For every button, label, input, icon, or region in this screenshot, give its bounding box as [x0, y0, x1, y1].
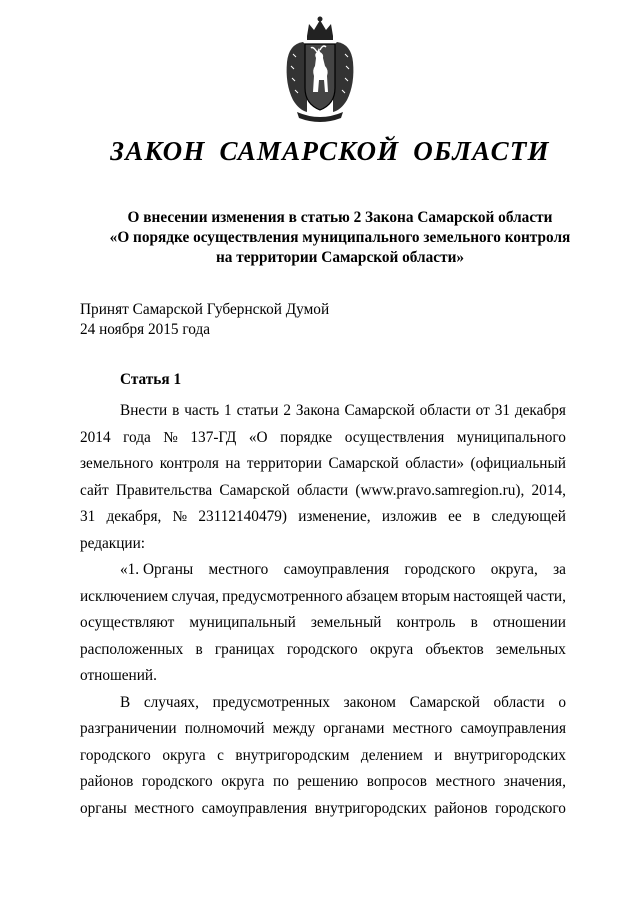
article-word: контроль: [396, 614, 456, 631]
article-word: от: [475, 402, 490, 419]
article-text-line: [80, 796, 566, 823]
article-word: расположенных: [80, 640, 184, 658]
article-word: №: [163, 428, 178, 446]
article-word: части,: [525, 587, 566, 605]
article-word: 31: [80, 508, 96, 525]
article-word: Внести: [120, 402, 168, 419]
article-word: объектов: [425, 640, 484, 658]
article-word: в: [470, 614, 478, 631]
article-text-line: [80, 743, 566, 770]
article-word: Самарской: [328, 455, 399, 472]
article-word: (официальный: [470, 455, 566, 472]
article-word: районов: [80, 773, 134, 790]
article-word: округа,: [490, 561, 538, 578]
article-word: местного: [435, 773, 496, 790]
article-text-line: [80, 504, 566, 531]
article-text-line: [80, 398, 566, 425]
article-word: внутригородских: [453, 746, 566, 764]
article-word: самоуправления: [460, 720, 566, 737]
article-word: границах: [214, 640, 275, 658]
article-word: по: [273, 773, 289, 790]
article-word: контроля: [159, 455, 219, 472]
article-word: исключением: [80, 587, 169, 605]
article-word: городского: [404, 561, 476, 578]
article-word: между: [272, 720, 316, 737]
article-word: осуществления: [344, 428, 445, 446]
article-text-line: [80, 610, 566, 637]
article-word: с: [217, 746, 224, 764]
article-word: внутригородских: [314, 799, 427, 817]
article-heading: Статья 1: [120, 371, 182, 388]
article-word: области: [296, 481, 349, 499]
subject-line: на территории Самарской области»: [215, 249, 465, 266]
article-word: земельный: [310, 614, 382, 631]
article-word: в: [195, 640, 203, 658]
article-word: Правительства: [115, 481, 213, 499]
article-word: осуществляют: [80, 614, 175, 631]
article-word: статьи: [236, 402, 279, 419]
article-word: настоящей: [453, 587, 523, 605]
article-word: местного: [392, 720, 453, 737]
article-word: абзацем: [346, 587, 399, 605]
article-word: Самарской: [409, 693, 480, 711]
article-word: муниципального: [456, 428, 566, 446]
law-title: ЗАКОН САМАРСКОЙ ОБЛАСТИ: [110, 136, 550, 166]
article-word: органы: [80, 799, 127, 817]
article-word: часть: [184, 402, 220, 419]
adoption-body: Принят Самарской Губернской Думой: [80, 301, 330, 318]
article-word: земельного: [80, 455, 154, 472]
article-text-line: [80, 531, 566, 558]
article-word: Самарской: [344, 402, 415, 419]
article-word: редакции:: [80, 534, 146, 552]
article-text-line: [80, 637, 566, 664]
article-word: вторым: [401, 587, 451, 605]
article-word: сайт: [80, 481, 109, 499]
article-word: порядке: [280, 428, 333, 446]
subject-line: О внесении изменения в статью 2 Закона Самарской области: [127, 209, 553, 226]
article-text-line: [80, 769, 566, 796]
article-text-line: [80, 557, 566, 584]
article-word: городского: [286, 640, 358, 658]
article-word: случая,: [171, 587, 219, 605]
article-word: 2014: [80, 428, 111, 446]
article-word: органами: [323, 720, 385, 737]
article-word: вопросов: [366, 773, 428, 790]
article-word: декабря: [514, 402, 566, 419]
article-word: области»: [405, 455, 465, 472]
article-word: самоуправления: [283, 561, 390, 578]
article-text-line: [80, 584, 566, 611]
article-text-line: [80, 425, 566, 452]
article-word: округа: [369, 640, 414, 658]
article-word: изменение,: [298, 508, 371, 525]
law-subject: [40, 208, 640, 268]
article-word: отношении: [492, 614, 566, 631]
article-word: предусмотренных: [212, 693, 330, 711]
article-word: В: [120, 693, 131, 711]
samara-coat-of-arms-emblem: [283, 14, 357, 122]
adoption-info: [80, 300, 329, 340]
article-word: 1: [224, 402, 232, 419]
article-word: Закона: [295, 402, 340, 419]
article-word: области: [419, 402, 471, 419]
article-word: 2: [283, 402, 291, 419]
article-word: округа: [221, 773, 265, 790]
article-word: в: [172, 402, 180, 419]
article-word: следующей: [491, 508, 566, 525]
article-word: 137-ГД: [190, 428, 237, 446]
article-word: городского: [80, 746, 151, 764]
article-word: земельных: [495, 640, 566, 658]
article-word: в: [472, 508, 481, 525]
article-text-line: [80, 663, 566, 690]
article-word: области: [493, 693, 545, 711]
article-word: года: [123, 428, 151, 446]
article-word: ее: [448, 508, 462, 525]
article-word: значения,: [503, 773, 566, 790]
article-word: самоуправления: [201, 799, 308, 817]
article-word: городского: [141, 773, 213, 790]
article-word: решению: [297, 773, 359, 790]
article-word: полномочий: [184, 720, 265, 737]
article-word: 31: [494, 402, 510, 419]
article-word: делением: [360, 746, 423, 764]
article-body: [80, 398, 566, 822]
article-word: территории: [246, 455, 322, 472]
article-word: 2014,: [531, 481, 566, 499]
article-word: городского: [495, 799, 566, 817]
article-word: внутригородским: [235, 746, 350, 764]
article-text-line: [80, 451, 566, 478]
article-word: о: [558, 693, 566, 711]
subject-line: «О порядке осуществления муниципального земельного контроля: [109, 229, 571, 246]
article-word: отношений.: [80, 667, 157, 684]
article-text-line: [80, 478, 566, 505]
article-word: разграничении: [80, 720, 177, 737]
article-word: законом: [343, 693, 396, 711]
article-word: №: [172, 508, 188, 525]
article-word: местного: [134, 799, 195, 817]
article-word: на: [225, 455, 241, 472]
article-word: «О: [248, 428, 268, 446]
article-word: «1. Органы: [120, 561, 194, 578]
article-word: 23112140479): [198, 508, 287, 525]
article-text-line: [80, 690, 566, 717]
article-word: Самарской: [219, 481, 290, 499]
article-text-line: [80, 716, 566, 743]
article-word: (www.pravo.samregion.ru),: [355, 481, 525, 499]
article-word: за: [553, 561, 566, 578]
article-word: изложив: [381, 508, 437, 525]
article-word: округа: [162, 746, 206, 764]
article-word: случаях,: [143, 693, 199, 711]
article-word: местного: [208, 561, 269, 578]
article-word: районов: [434, 799, 488, 817]
article-word: и: [434, 746, 443, 764]
article-word: предусмотренного: [222, 587, 343, 605]
article-word: декабря,: [106, 508, 162, 525]
article-word: муниципальный: [189, 614, 296, 631]
adoption-date: 24 ноября 2015 года: [80, 321, 211, 338]
